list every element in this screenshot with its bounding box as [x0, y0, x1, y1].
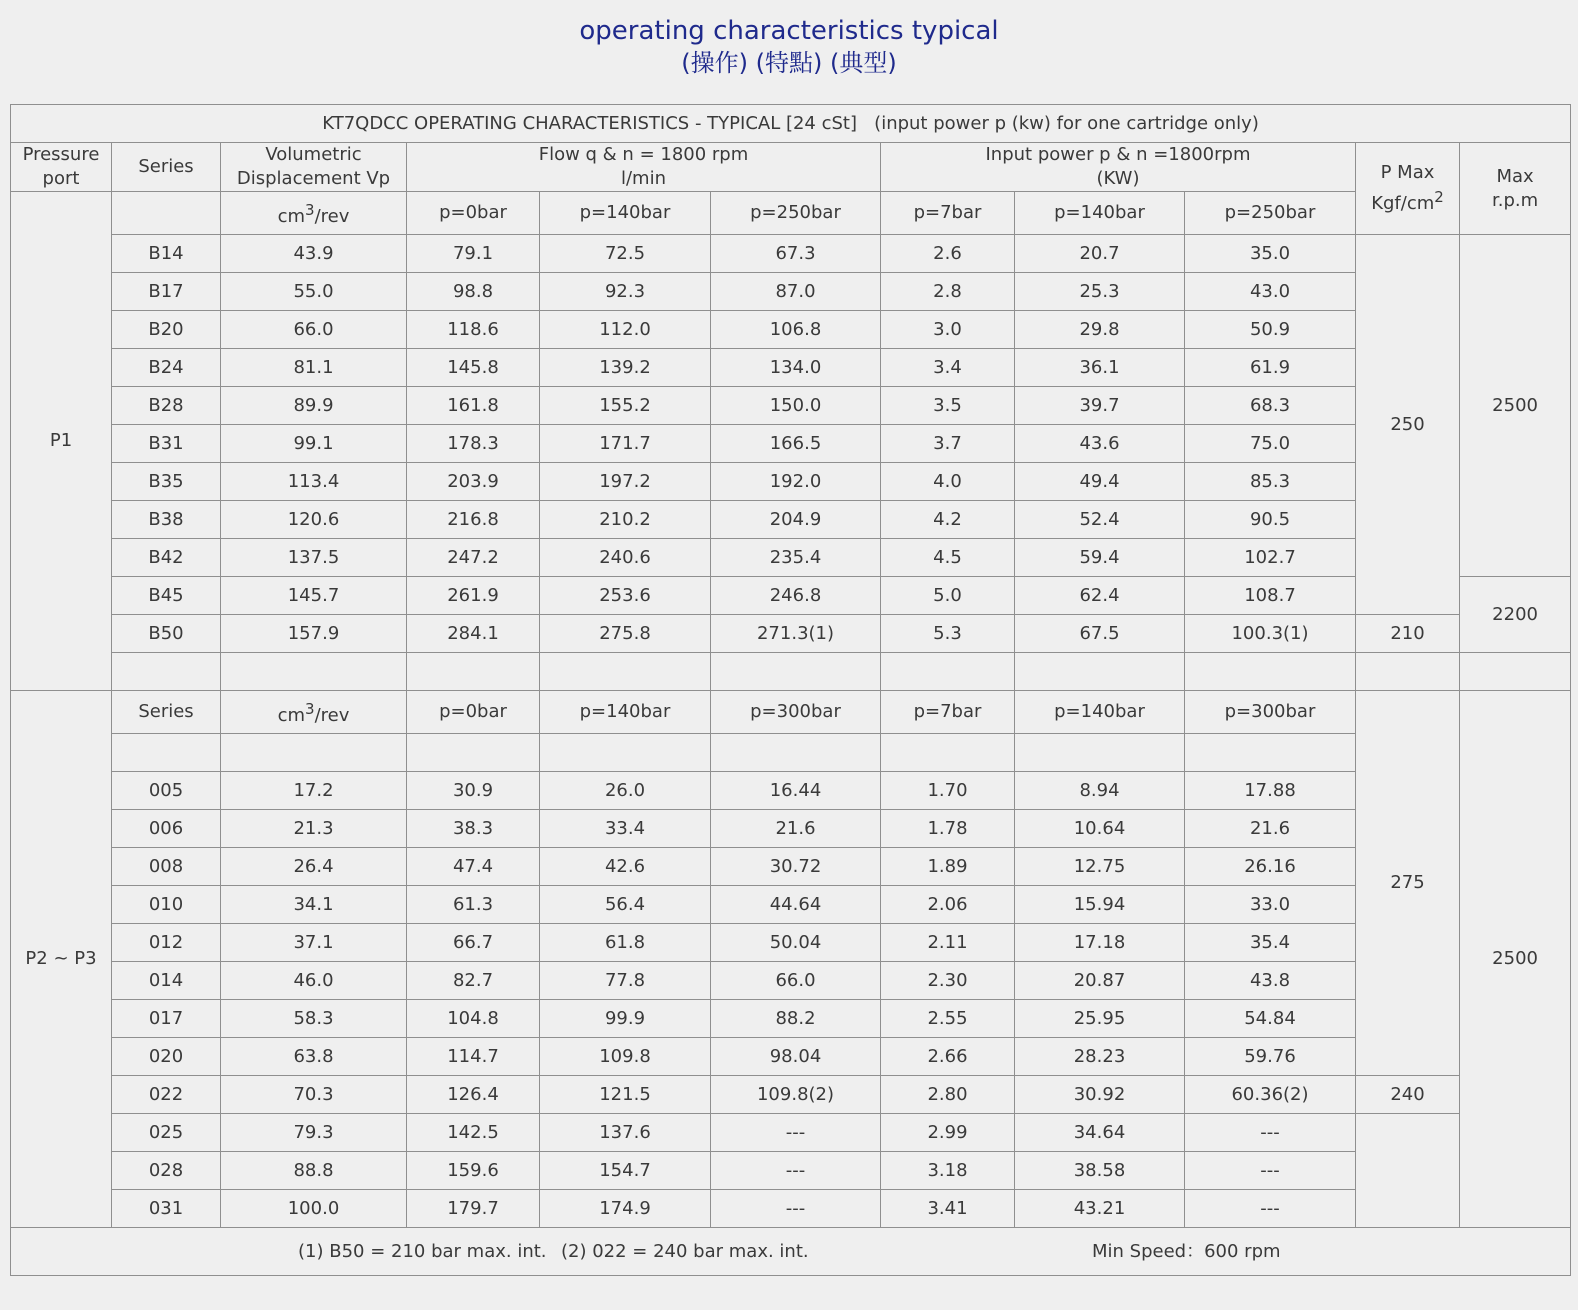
cell-flow: 134.0 — [711, 349, 881, 387]
header-text: Pressure — [22, 144, 100, 165]
empty-cell — [1460, 653, 1571, 691]
header-volumetric-displacement — [221, 143, 407, 192]
empty-cell — [407, 653, 540, 691]
cell-displacement: 145.7 — [221, 577, 407, 615]
cell-flow: 145.8 — [407, 349, 540, 387]
cell-series: B42 — [112, 539, 221, 577]
cell-power: --- — [1185, 1152, 1356, 1190]
cell-power: 1.78 — [881, 810, 1015, 848]
cell-flow: 246.8 — [711, 577, 881, 615]
empty-cell — [1185, 734, 1356, 772]
cell-power: 39.7 — [1015, 387, 1185, 425]
table-row — [11, 734, 1571, 772]
cell-displacement: 66.0 — [221, 311, 407, 349]
p23-pmax-value-b: 240 — [1356, 1076, 1460, 1114]
empty-cell — [407, 734, 540, 772]
cell-flow: 56.4 — [540, 886, 711, 924]
header-series: Series — [112, 143, 221, 192]
cell-power: 25.3 — [1015, 273, 1185, 311]
table-row — [11, 235, 1571, 273]
cell-power: 85.3 — [1185, 463, 1356, 501]
empty-cell — [540, 653, 711, 691]
header-text: l/min — [620, 168, 666, 189]
cell-power: 61.9 — [1185, 349, 1356, 387]
header-text: Max — [1496, 165, 1534, 187]
cell-displacement: 99.1 — [221, 425, 407, 463]
cell-power: 4.5 — [881, 539, 1015, 577]
footnote-min-speed: Min Speed：600 rpm — [1092, 1241, 1281, 1262]
empty-cell — [711, 734, 881, 772]
footnote-2: (2) 022 = 240 bar max. int. — [561, 1241, 809, 1262]
cell-power: --- — [1185, 1114, 1356, 1152]
cell-flow: 171.7 — [540, 425, 711, 463]
cell-power: 2.66 — [881, 1038, 1015, 1076]
empty-cell — [1356, 653, 1460, 691]
cell-flow: 284.1 — [407, 615, 540, 653]
cell-flow: 261.9 — [407, 577, 540, 615]
subheader-blank — [112, 192, 221, 235]
header-flow — [407, 143, 881, 192]
cell-displacement: 113.4 — [221, 463, 407, 501]
subheader-power-p250: p=250bar — [1185, 192, 1356, 235]
cell-flow: 137.6 — [540, 1114, 711, 1152]
cell-flow: 42.6 — [540, 848, 711, 886]
cell-power: 20.87 — [1015, 962, 1185, 1000]
cell-flow: 112.0 — [540, 311, 711, 349]
cell-power: 12.75 — [1015, 848, 1185, 886]
cell-power: 50.9 — [1185, 311, 1356, 349]
cell-series: B35 — [112, 463, 221, 501]
cell-flow: 61.3 — [407, 886, 540, 924]
cell-flow: 67.3 — [711, 235, 881, 273]
table-row — [11, 273, 1571, 311]
empty-cell — [881, 734, 1015, 772]
cell-displacement: 63.8 — [221, 1038, 407, 1076]
cell-power: 2.99 — [881, 1114, 1015, 1152]
header-text: P Max — [1380, 162, 1435, 183]
subheader-flow-p0: p=0bar — [407, 691, 540, 734]
cell-power: 90.5 — [1185, 501, 1356, 539]
cell-flow: 159.6 — [407, 1152, 540, 1190]
cell-flow: 161.8 — [407, 387, 540, 425]
subheader-unit — [221, 192, 407, 235]
cell-flow: 121.5 — [540, 1076, 711, 1114]
empty-cell — [1015, 734, 1185, 772]
cell-flow: 66.0 — [711, 962, 881, 1000]
empty-cell — [221, 653, 407, 691]
cell-power: 43.21 — [1015, 1190, 1185, 1228]
empty-cell — [221, 734, 407, 772]
cell-flow: 30.9 — [407, 772, 540, 810]
cell-series: B20 — [112, 311, 221, 349]
p23-pmax-empty — [1356, 1114, 1460, 1228]
cell-power: 2.8 — [881, 273, 1015, 311]
header-text: Kgf/cm — [1371, 193, 1435, 214]
cell-power: 2.06 — [881, 886, 1015, 924]
p1-pmax-value: 250 — [1356, 235, 1460, 615]
cell-power: 52.4 — [1015, 501, 1185, 539]
cell-flow: 98.8 — [407, 273, 540, 311]
subheader-power-p7: p=7bar — [881, 691, 1015, 734]
cell-power: 2.6 — [881, 235, 1015, 273]
cell-series: 031 — [112, 1190, 221, 1228]
cell-flow: 88.2 — [711, 1000, 881, 1038]
cell-flow: 197.2 — [540, 463, 711, 501]
cell-power: 35.0 — [1185, 235, 1356, 273]
header-text: Displacement Vp — [236, 168, 391, 189]
subheader-series: Series — [112, 691, 221, 734]
empty-cell — [112, 653, 221, 691]
table-row — [11, 1190, 1571, 1228]
cell-power: 68.3 — [1185, 387, 1356, 425]
operating-characteristics-table — [10, 104, 1571, 1276]
cell-power: 8.94 — [1015, 772, 1185, 810]
cell-flow: 240.6 — [540, 539, 711, 577]
cell-power: 3.41 — [881, 1190, 1015, 1228]
cell-power: 3.5 — [881, 387, 1015, 425]
cell-displacement: 46.0 — [221, 962, 407, 1000]
cell-power: 43.0 — [1185, 273, 1356, 311]
table-row — [11, 501, 1571, 539]
subheader-power-p300: p=300bar — [1185, 691, 1356, 734]
cell-series: 025 — [112, 1114, 221, 1152]
cell-flow: 139.2 — [540, 349, 711, 387]
cell-flow: 104.8 — [407, 1000, 540, 1038]
cell-flow: 92.3 — [540, 273, 711, 311]
cell-series: B31 — [112, 425, 221, 463]
cell-power: 67.5 — [1015, 615, 1185, 653]
cell-power: 25.95 — [1015, 1000, 1185, 1038]
cell-power: 35.4 — [1185, 924, 1356, 962]
header-text: (KW) — [1096, 168, 1140, 189]
table-row — [11, 1038, 1571, 1076]
cell-power: 17.88 — [1185, 772, 1356, 810]
cell-flow: 166.5 — [711, 425, 881, 463]
header-text: Flow q & n = 1800 rpm — [538, 144, 749, 165]
cell-flow: 47.4 — [407, 848, 540, 886]
cell-power: 33.0 — [1185, 886, 1356, 924]
cell-power: 75.0 — [1185, 425, 1356, 463]
table-row — [11, 848, 1571, 886]
header-text: port — [42, 168, 80, 189]
cell-displacement: 55.0 — [221, 273, 407, 311]
cell-displacement: 34.1 — [221, 886, 407, 924]
cell-power: 20.7 — [1015, 235, 1185, 273]
cell-power: 3.7 — [881, 425, 1015, 463]
cell-power: 28.23 — [1015, 1038, 1185, 1076]
table-row — [11, 886, 1571, 924]
cell-flow: 79.1 — [407, 235, 540, 273]
cell-displacement: 79.3 — [221, 1114, 407, 1152]
table-row — [11, 349, 1571, 387]
cell-power: 3.4 — [881, 349, 1015, 387]
cell-displacement: 70.3 — [221, 1076, 407, 1114]
cell-displacement: 17.2 — [221, 772, 407, 810]
cell-power: 43.8 — [1185, 962, 1356, 1000]
cell-displacement: 58.3 — [221, 1000, 407, 1038]
cell-power: 100.3(1) — [1185, 615, 1356, 653]
cell-displacement: 157.9 — [221, 615, 407, 653]
subheader-flow-p0: p=0bar — [407, 192, 540, 235]
cell-flow: 16.44 — [711, 772, 881, 810]
cell-power: 5.0 — [881, 577, 1015, 615]
cell-flow: 98.04 — [711, 1038, 881, 1076]
table-row — [11, 924, 1571, 962]
cell-series: 008 — [112, 848, 221, 886]
unit-text: /rev — [314, 704, 350, 726]
page-title: operating characteristics typical — [579, 16, 999, 46]
cell-flow: 82.7 — [407, 962, 540, 1000]
unit-text: cm — [277, 704, 306, 726]
cell-flow: 150.0 — [711, 387, 881, 425]
cell-power: 10.64 — [1015, 810, 1185, 848]
table-row — [11, 1076, 1571, 1114]
cell-power: 29.8 — [1015, 311, 1185, 349]
cell-power: 43.6 — [1015, 425, 1185, 463]
cell-series: 017 — [112, 1000, 221, 1038]
empty-cell — [711, 653, 881, 691]
cell-series: B45 — [112, 577, 221, 615]
unit-text: /rev — [314, 205, 350, 227]
table-row — [11, 539, 1571, 577]
cell-series: 010 — [112, 886, 221, 924]
cell-series: B17 — [112, 273, 221, 311]
cell-power: 36.1 — [1015, 349, 1185, 387]
unit-superscript: 3 — [305, 200, 315, 219]
cell-flow: 109.8(2) — [711, 1076, 881, 1114]
cell-flow: 50.04 — [711, 924, 881, 962]
cell-power: 21.6 — [1185, 810, 1356, 848]
cell-power: 4.0 — [881, 463, 1015, 501]
cell-flow: 203.9 — [407, 463, 540, 501]
cell-flow: --- — [711, 1152, 881, 1190]
header-input-power — [881, 143, 1356, 192]
cell-power: 62.4 — [1015, 577, 1185, 615]
cell-flow: 99.9 — [540, 1000, 711, 1038]
cell-flow: 87.0 — [711, 273, 881, 311]
cell-power: 59.4 — [1015, 539, 1185, 577]
cell-series: 028 — [112, 1152, 221, 1190]
cell-series: B14 — [112, 235, 221, 273]
cell-flow: 271.3(1) — [711, 615, 881, 653]
header-max-rpm — [1460, 143, 1571, 235]
cell-series: 014 — [112, 962, 221, 1000]
header-text: Volumetric — [265, 144, 362, 165]
cell-displacement: 137.5 — [221, 539, 407, 577]
cell-power: 49.4 — [1015, 463, 1185, 501]
cell-displacement: 120.6 — [221, 501, 407, 539]
table-row — [11, 962, 1571, 1000]
pressure-port-p1: P1 — [11, 192, 112, 691]
cell-displacement: 37.1 — [221, 924, 407, 962]
cell-flow: 126.4 — [407, 1076, 540, 1114]
p1-pmax-value-b: 210 — [1356, 615, 1460, 653]
cell-displacement: 88.8 — [221, 1152, 407, 1190]
cell-flow: 179.7 — [407, 1190, 540, 1228]
table-row — [11, 615, 1571, 653]
table-row — [11, 772, 1571, 810]
p23-pmax-value: 275 — [1356, 691, 1460, 1076]
table-row — [11, 1228, 1571, 1276]
cell-flow: 61.8 — [540, 924, 711, 962]
cell-series: B24 — [112, 349, 221, 387]
table-row — [11, 577, 1571, 615]
cell-flow: 33.4 — [540, 810, 711, 848]
table-row — [11, 387, 1571, 425]
table-row — [11, 1152, 1571, 1190]
cell-flow: 275.8 — [540, 615, 711, 653]
cell-power: 3.18 — [881, 1152, 1015, 1190]
cell-power: 2.11 — [881, 924, 1015, 962]
subheader-power-p140: p=140bar — [1015, 691, 1185, 734]
table-row — [11, 425, 1571, 463]
cell-flow: 114.7 — [407, 1038, 540, 1076]
empty-cell — [1185, 653, 1356, 691]
cell-flow: 106.8 — [711, 311, 881, 349]
table-row — [11, 311, 1571, 349]
cell-power: 2.55 — [881, 1000, 1015, 1038]
empty-cell — [881, 653, 1015, 691]
cell-series: 006 — [112, 810, 221, 848]
cell-power: --- — [1185, 1190, 1356, 1228]
cell-flow: 216.8 — [407, 501, 540, 539]
cell-series: B28 — [112, 387, 221, 425]
table-caption: KT7QDCC OPERATING CHARACTERISTICS - TYPICAL [24 cSt] (input power p (kw) for one cartridge only) — [11, 105, 1571, 143]
cell-flow: 30.72 — [711, 848, 881, 886]
cell-power: 4.2 — [881, 501, 1015, 539]
header-text: Input power p & n =1800rpm — [985, 144, 1251, 165]
cell-power: 1.89 — [881, 848, 1015, 886]
cell-flow: 154.7 — [540, 1152, 711, 1190]
cell-flow: --- — [711, 1114, 881, 1152]
cell-flow: 253.6 — [540, 577, 711, 615]
cell-series: 022 — [112, 1076, 221, 1114]
p23-max-rpm-value: 2500 — [1460, 691, 1571, 1228]
cell-power: 108.7 — [1185, 577, 1356, 615]
subheader-power-p7: p=7bar — [881, 192, 1015, 235]
cell-displacement: 100.0 — [221, 1190, 407, 1228]
cell-flow: 118.6 — [407, 311, 540, 349]
cell-power: 102.7 — [1185, 539, 1356, 577]
table-row — [11, 463, 1571, 501]
cell-displacement: 89.9 — [221, 387, 407, 425]
subheader-power-p140: p=140bar — [1015, 192, 1185, 235]
subheader-flow-p250: p=250bar — [711, 192, 881, 235]
cell-flow: 26.0 — [540, 772, 711, 810]
header-text: r.p.m — [1492, 189, 1539, 211]
page-subtitle: (操作) (特點) (典型) — [681, 49, 897, 77]
cell-power: 5.3 — [881, 615, 1015, 653]
footnote-1: (1) B50 = 210 bar max. int. — [298, 1241, 547, 1262]
cell-flow: --- — [711, 1190, 881, 1228]
subheader-flow-p300: p=300bar — [711, 691, 881, 734]
cell-power: 54.84 — [1185, 1000, 1356, 1038]
cell-power: 3.0 — [881, 311, 1015, 349]
cell-power: 2.80 — [881, 1076, 1015, 1114]
cell-power: 30.92 — [1015, 1076, 1185, 1114]
cell-power: 17.18 — [1015, 924, 1185, 962]
footnotes — [11, 1228, 1571, 1276]
table-row — [11, 653, 1571, 691]
subheader-flow-p140: p=140bar — [540, 691, 711, 734]
cell-flow: 210.2 — [540, 501, 711, 539]
cell-power: 26.16 — [1185, 848, 1356, 886]
unit-superscript: 3 — [305, 699, 315, 718]
cell-power: 1.70 — [881, 772, 1015, 810]
cell-power: 38.58 — [1015, 1152, 1185, 1190]
cell-series: 012 — [112, 924, 221, 962]
cell-flow: 66.7 — [407, 924, 540, 962]
page-header — [0, 0, 1578, 90]
header-p-max — [1356, 143, 1460, 235]
table-row — [11, 810, 1571, 848]
cell-series: B50 — [112, 615, 221, 653]
p1-max-rpm-value-b: 2200 — [1460, 577, 1571, 653]
cell-flow: 247.2 — [407, 539, 540, 577]
cell-flow: 77.8 — [540, 962, 711, 1000]
cell-flow: 21.6 — [711, 810, 881, 848]
cell-flow: 192.0 — [711, 463, 881, 501]
table-row — [11, 1000, 1571, 1038]
subheader-flow-p140: p=140bar — [540, 192, 711, 235]
empty-cell — [1015, 653, 1185, 691]
cell-displacement: 81.1 — [221, 349, 407, 387]
cell-flow: 204.9 — [711, 501, 881, 539]
cell-displacement: 26.4 — [221, 848, 407, 886]
cell-flow: 178.3 — [407, 425, 540, 463]
empty-cell — [540, 734, 711, 772]
cell-power: 15.94 — [1015, 886, 1185, 924]
subheader-unit — [221, 691, 407, 734]
cell-series: 020 — [112, 1038, 221, 1076]
cell-power: 59.76 — [1185, 1038, 1356, 1076]
table-row — [11, 1114, 1571, 1152]
cell-displacement: 21.3 — [221, 810, 407, 848]
cell-power: 2.30 — [881, 962, 1015, 1000]
cell-flow: 174.9 — [540, 1190, 711, 1228]
cell-flow: 44.64 — [711, 886, 881, 924]
cell-series: B38 — [112, 501, 221, 539]
unit-text: cm — [277, 205, 306, 227]
cell-flow: 235.4 — [711, 539, 881, 577]
cell-flow: 38.3 — [407, 810, 540, 848]
cell-flow: 155.2 — [540, 387, 711, 425]
empty-cell — [112, 734, 221, 772]
cell-power: 34.64 — [1015, 1114, 1185, 1152]
cell-displacement: 43.9 — [221, 235, 407, 273]
cell-flow: 72.5 — [540, 235, 711, 273]
p1-max-rpm-value: 2500 — [1460, 235, 1571, 577]
header-superscript: 2 — [1434, 188, 1444, 206]
header-pressure-port — [11, 143, 112, 192]
cell-flow: 109.8 — [540, 1038, 711, 1076]
pressure-port-p2-p3: P2 ~ P3 — [11, 691, 112, 1228]
cell-series: 005 — [112, 772, 221, 810]
cell-flow: 142.5 — [407, 1114, 540, 1152]
cell-power: 60.36(2) — [1185, 1076, 1356, 1114]
table-row — [11, 691, 1571, 734]
